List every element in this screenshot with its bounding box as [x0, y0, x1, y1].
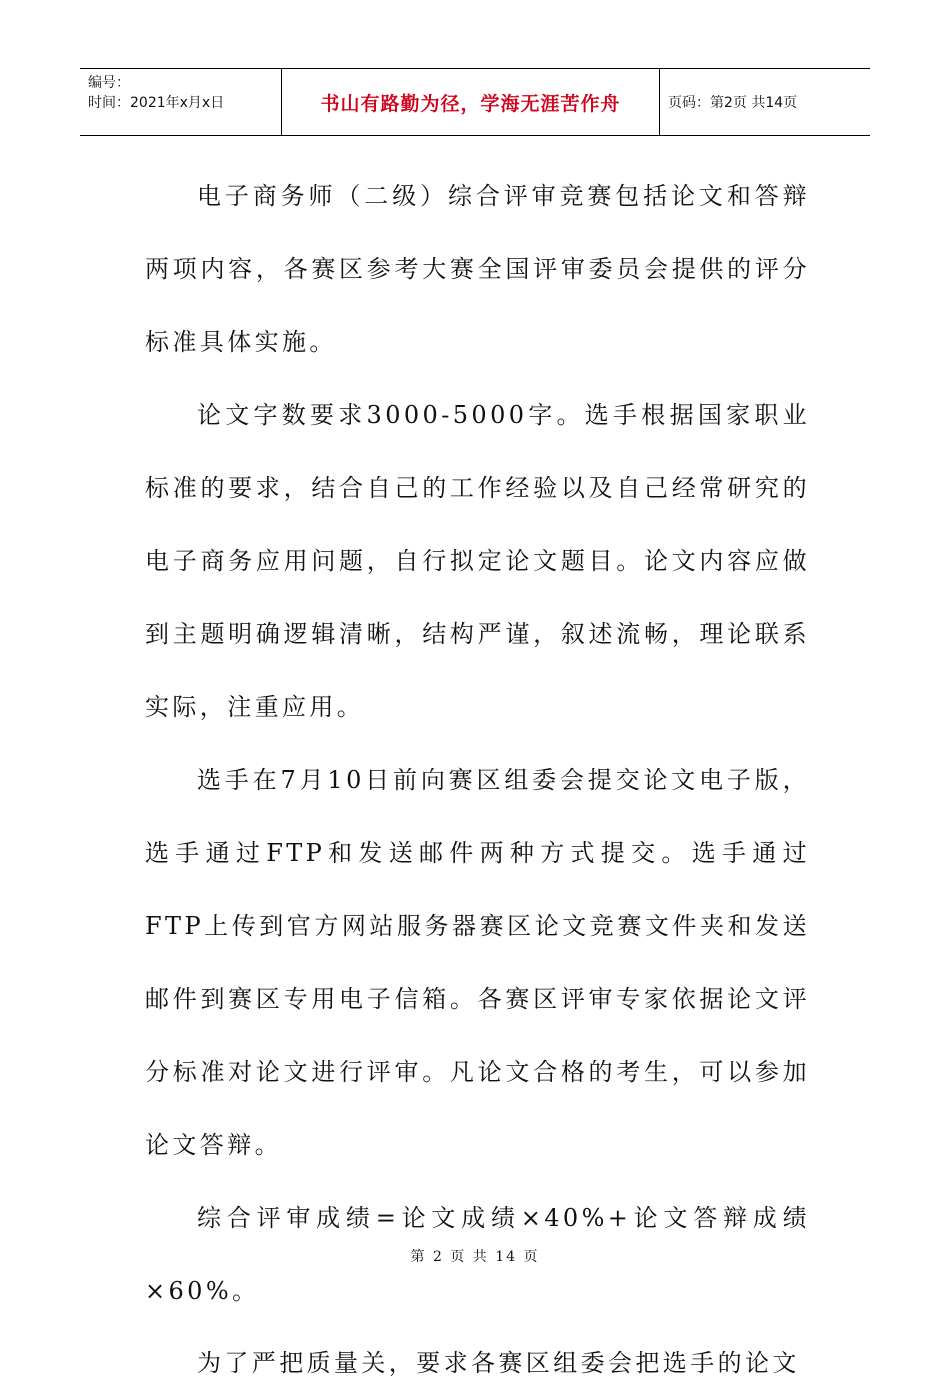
header-meta: [80, 69, 282, 135]
page-header: [80, 68, 870, 136]
page-footer: 第 2 页 共 14 页: [410, 1249, 540, 1265]
document-time-label: 时间：2021年x月x日: [88, 95, 225, 111]
body-paragraph: 选手在7月10日前向赛区组委会提交论文电子版，选手通过FTP和发送邮件两种方式提交。选手通过FTP上传到官方网站服务器赛区论文竞赛文件夹和发送邮件到赛区专用电子信箱。各赛区评审专家依据论文评分标准对论文进行评审。凡论文合格的考生，可以参加论文答辩。: [145, 766, 810, 1159]
document-number-label: 编号：: [88, 75, 130, 91]
document-body: [145, 160, 810, 1399]
body-paragraph: 为了严把质量关，要求各赛区组委会把选手的论文: [197, 1349, 800, 1377]
header-motto: 书山有路勤为径，学海无涯苦作舟: [282, 69, 660, 135]
body-paragraph: 电子商务师（二级）综合评审竞赛包括论文和答辩两项内容，各赛区参考大赛全国评审委员会提供的评分标准具体实施。: [145, 182, 810, 356]
formula-paragraph: 综合评审成绩=论文成绩×40%+论文答辩成绩×60%。: [145, 1204, 810, 1305]
body-paragraph: 论文字数要求3000-5000字。选手根据国家职业标准的要求，结合自己的工作经验以及自己经常研究的电子商务应用问题，自行拟定论文题目。论文内容应做到主题明确逻辑清晰，结构严谨，叙述流畅，理论联系实际，注重应用。: [145, 401, 810, 721]
header-page-info: 页码：第2页 共14页: [668, 95, 798, 111]
